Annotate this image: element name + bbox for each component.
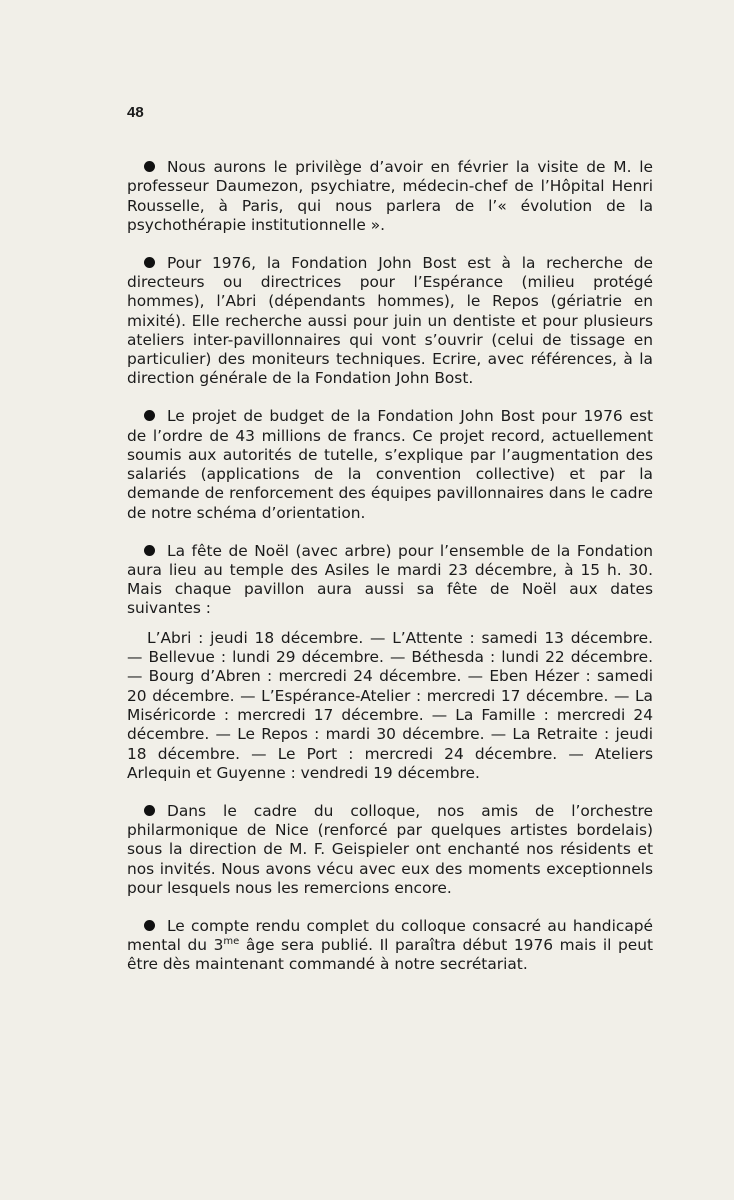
- paragraph-christmas: [127, 542, 653, 619]
- paragraph-text-end: âge sera publié. Il paraîtra début 1976 mais il peut être dès maintenant commandé à notre secrétariat.: [127, 935, 653, 974]
- paragraph-budget: [127, 407, 653, 523]
- paragraph-text: Le projet de budget de la Fondation John Bost pour 1976 est de l’ordre de 43 millions de francs. Ce projet record, actuellement soumis aux autorités de tutelle, s’explique par l’augmentation des salariés (applications de la convention collective) et par la demande de renforcement des équipes pavillonnaires dans le cadre de notre schéma d’orientation.: [127, 407, 653, 522]
- article-body: [127, 158, 653, 974]
- bullet-icon: [144, 805, 155, 816]
- page-number: 48: [127, 104, 144, 121]
- paragraph-colloquium-report: [127, 917, 653, 975]
- paragraph-orchestra: [127, 802, 653, 898]
- paragraph-daumezon-visit: [127, 158, 653, 235]
- paragraph-text: Pour 1976, la Fondation John Bost est à la recherche de directeurs ou directrices pour l’Espérance (milieu protégé hommes), l’Abri (dépendants hommes), le Repos (gériatrie en mixité). Elle recherche aussi pour juin un dentiste et pour plusieurs ateliers inter-pavillonnaires qui vont s’ouvrir (celui de tissage en particulier) des moniteurs techniques. Ecrire, avec références, à la direction générale de la Fondation John Bost.: [127, 253, 653, 388]
- bullet-icon: [144, 545, 155, 556]
- paragraph-text: Nous aurons le privilège d’avoir en février la visite de M. le professeur Daumezon, psychiatre, médecin-chef de l’Hôpital Henri Rousselle, à Paris, qui nous parlera de l’« évolution de la psychothérapie institutionnelle ».: [127, 158, 653, 234]
- paragraph-christmas-dates: [127, 629, 653, 783]
- paragraph-text: Dans le cadre du colloque, nos amis de l’orchestre philarmonique de Nice (renforcé par quelques artistes bordelais) sous la direction de M. F. Geispieler ont enchanté nos résidents et nos invités. Nous avons vécu avec eux des moments exceptionnels pour lesquels nous les remercions encore.: [127, 801, 653, 897]
- paragraph-text: La fête de Noël (avec arbre) pour l’ensemble de la Fondation aura lieu au temple des Asiles le mardi 23 décembre, à 15 h. 30. Mais chaque pavillon aura aussi sa fête de Noël aux dates suivantes :: [127, 541, 653, 618]
- bullet-icon: [144, 920, 155, 931]
- paragraph-text: L’Abri : jeudi 18 décembre. — L’Attente : samedi 13 décembre. — Bellevue : lundi 29 décembre. — Béthesda : lundi 22 décembre. — Bourg d’Abren : mercredi 24 décembre. — Eben Hézer : samedi 20 décembre. — L’Espérance-Atelier : mercredi 17 décembre. — La Miséricorde : mercredi 17 décembre. — La Famille : mercredi 24 décembre. — Le Repos : mardi 30 décembre. — La Retraite : jeudi 18 décembre. — Le Port : mercredi 24 décembre. — Ateliers Arlequin et Guyenne : vendredi 19 décembre.: [127, 628, 653, 782]
- bullet-icon: [144, 257, 155, 268]
- paragraph-text-start: Le compte rendu complet du colloque consacré au handicapé mental du 3: [127, 916, 653, 954]
- superscript-text: me: [223, 935, 240, 947]
- bullet-icon: [144, 410, 155, 421]
- bullet-icon: [144, 161, 155, 172]
- paragraph-recruitment: [127, 254, 653, 389]
